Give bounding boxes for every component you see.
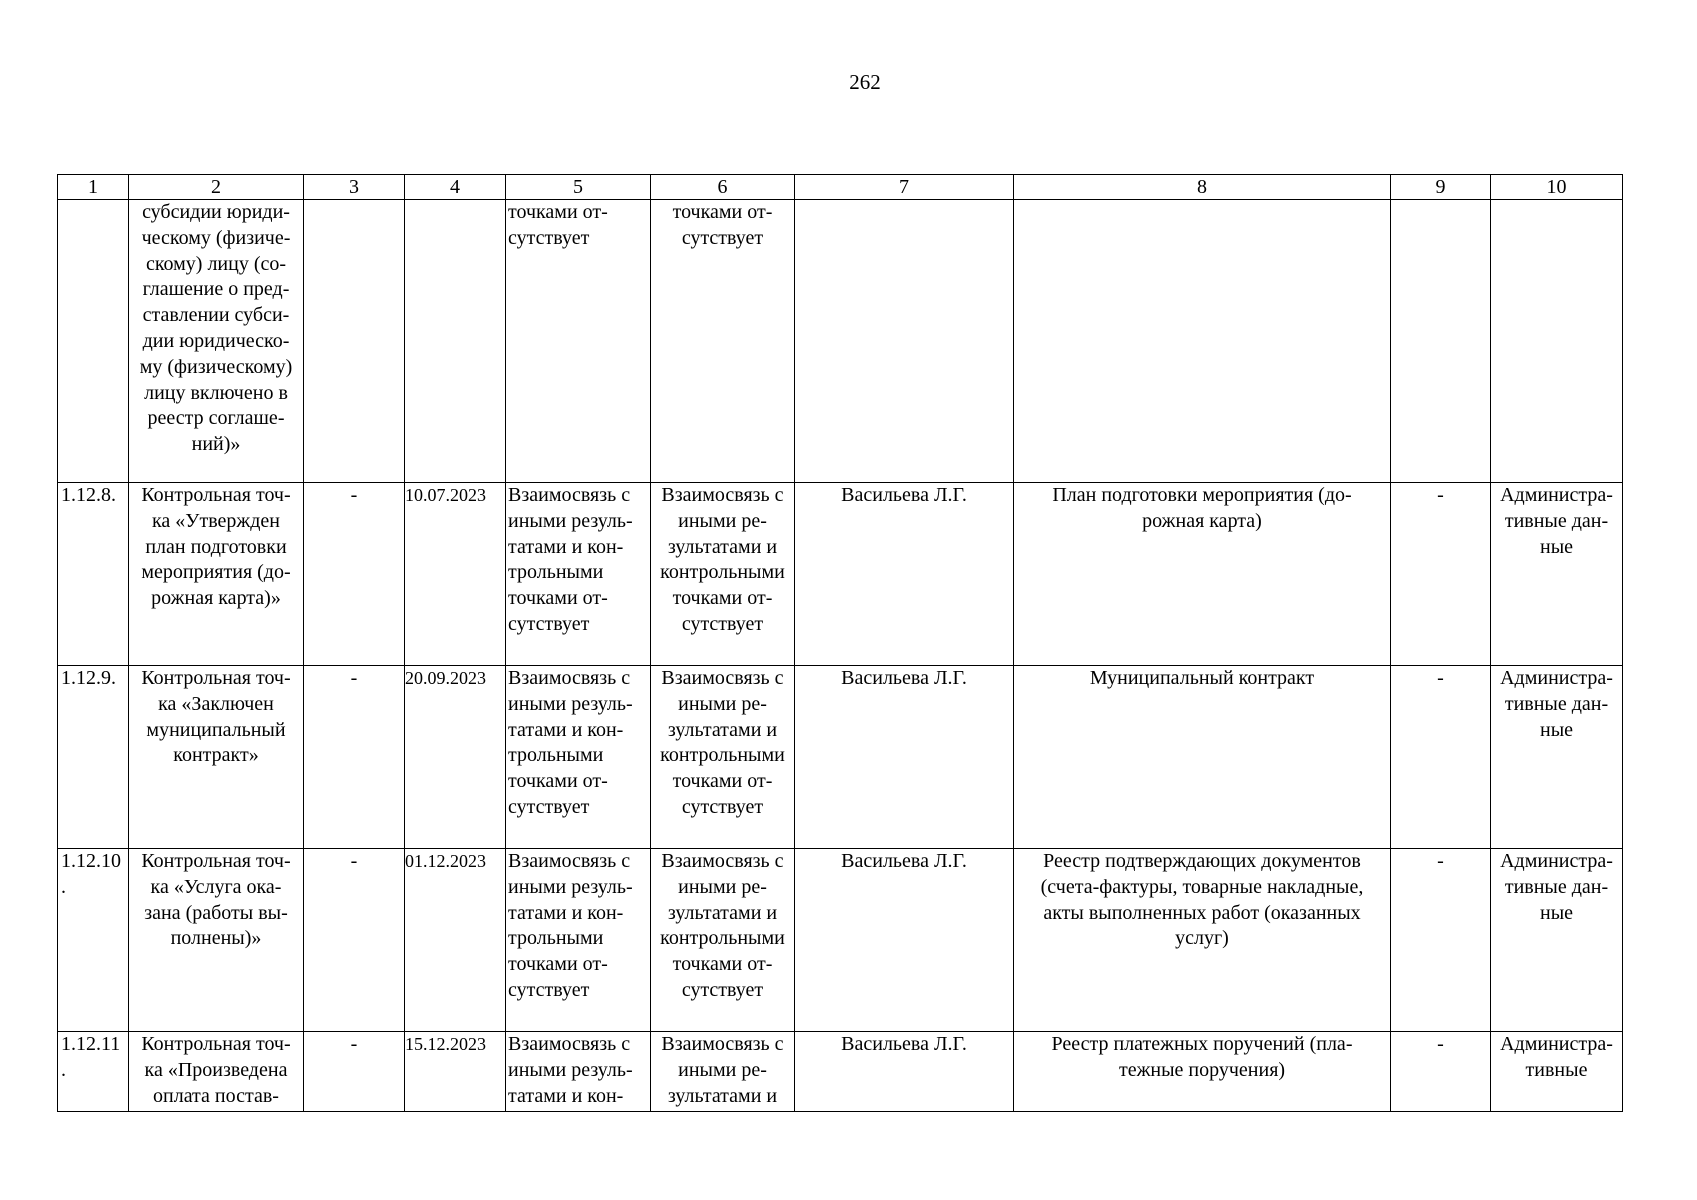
responsible-person-cell: Васильева Л.Г. (795, 1032, 1014, 1112)
header-row (58, 175, 1623, 200)
cell-line: зультатами и (667, 718, 778, 741)
responsible-person-cell: Васильева Л.Г. (795, 483, 1014, 666)
control-point-name-cell (129, 200, 304, 483)
document-cell (1014, 849, 1391, 1032)
column-header: 5 (506, 175, 651, 200)
cell-line: сутствует (681, 226, 764, 249)
cell-line: ные (1539, 718, 1574, 741)
cell-line: контрольными (660, 561, 785, 584)
cell-line: Контрольная точ- (141, 667, 291, 689)
cell-line: ные (1539, 901, 1574, 924)
cell-line: ний)» (191, 433, 241, 456)
column-9-cell (1391, 200, 1491, 483)
relationship-cell (651, 849, 795, 1032)
cell-line: точками от- (508, 201, 608, 223)
page-number: 262 (849, 70, 881, 94)
cell-line: иными ре- (678, 692, 767, 715)
cell-line: трольными (508, 744, 604, 767)
cell-line: сутствует (681, 978, 764, 1001)
cell-line: ка «Утвержден (152, 509, 280, 532)
cell-line: 1.12.10 (61, 850, 121, 872)
data-source-cell (1491, 200, 1623, 483)
cell-line: субсидии юриди- (142, 201, 290, 223)
cell-line: План подготовки мероприятия (до- (1052, 484, 1352, 506)
cell-line: Взаимосвязь с (661, 850, 784, 872)
cell-line: татами и кон- (508, 718, 624, 741)
cell-line: му (физическому) (139, 355, 293, 378)
data-source-cell (1491, 483, 1623, 666)
control-point-name-cell (129, 666, 304, 849)
cell-line: Администра- (1500, 1033, 1613, 1055)
cell-line: Администра- (1500, 484, 1613, 506)
cell-line: Взаимосвязь с (508, 667, 631, 689)
cell-line: Реестр платежных поручений (пла- (1051, 1033, 1353, 1055)
table-row (58, 483, 1623, 666)
column-header: 8 (1014, 175, 1391, 200)
column-header: 10 (1491, 175, 1623, 200)
cell-line: татами и кон- (508, 901, 624, 924)
column-header: 6 (651, 175, 795, 200)
cell-line: Администра- (1500, 667, 1613, 689)
cell-line: иными резуль- (508, 1058, 633, 1081)
responsible-person-cell: Васильева Л.Г. (795, 666, 1014, 849)
cell-line: иными ре- (678, 1058, 767, 1081)
column-3-cell (304, 200, 405, 483)
cell-line: ставлении субси- (142, 304, 290, 327)
cell-line: . (61, 875, 66, 898)
table-row (58, 849, 1623, 1032)
column-9-cell: - (1391, 483, 1491, 666)
row-number-cell (58, 666, 129, 849)
cell-line: Взаимосвязь с (661, 484, 784, 506)
cell-line: ческому (физиче- (141, 226, 291, 249)
cell-line: сутствует (508, 226, 590, 249)
cell-line: трольными (508, 927, 604, 950)
cell-line: иными резуль- (508, 509, 633, 532)
date-cell: 15.12.2023 (405, 1032, 506, 1112)
relationship-cell (506, 1032, 651, 1112)
cell-line: Муниципальный контракт (1089, 667, 1315, 689)
cell-line: сутствует (508, 612, 590, 635)
cell-line: зультатами и (667, 535, 778, 558)
control-point-name-cell (129, 849, 304, 1032)
cell-line: сутствует (681, 612, 764, 635)
column-header: 3 (304, 175, 405, 200)
cell-line: сутствует (681, 795, 764, 818)
column-9-cell: - (1391, 849, 1491, 1032)
column-3-cell: - (304, 1032, 405, 1112)
cell-line: ные (1539, 535, 1574, 558)
row-number-cell (58, 200, 129, 483)
cell-line: ка «Заключен (158, 692, 274, 715)
column-header: 2 (129, 175, 304, 200)
date-cell: 20.09.2023 (405, 666, 506, 849)
control-point-name-cell (129, 483, 304, 666)
cell-line: сутствует (508, 795, 590, 818)
cell-line: контракт» (173, 744, 259, 767)
data-source-cell (1491, 1032, 1623, 1112)
column-3-cell: - (304, 666, 405, 849)
cell-line: Контрольная точ- (141, 850, 291, 872)
cell-line: иными резуль- (508, 875, 633, 898)
cell-line: Взаимосвязь с (508, 484, 631, 506)
cell-line: ка «Произведена (144, 1058, 288, 1081)
cell-line: зана (работы вы- (144, 901, 288, 924)
column-header: 1 (58, 175, 129, 200)
relationship-cell (506, 483, 651, 666)
cell-line: точками от- (508, 953, 608, 976)
cell-line: тежные поручения) (1118, 1058, 1286, 1081)
cell-line: (счета-фактуры, товарные накладные, (1040, 875, 1364, 898)
table-row (58, 1032, 1623, 1112)
cell-line: Администра- (1500, 850, 1613, 872)
column-3-cell: - (304, 483, 405, 666)
table-body (58, 200, 1623, 1112)
cell-line: контрольными (660, 744, 785, 767)
cell-line: точками от- (672, 770, 773, 793)
responsible-person-cell: Васильева Л.Г. (795, 849, 1014, 1032)
cell-line: иными резуль- (508, 692, 633, 715)
cell-line: лицу включено в (144, 381, 288, 404)
table-row (58, 200, 1623, 483)
relationship-cell (651, 483, 795, 666)
cell-line: точками от- (672, 953, 773, 976)
column-9-cell: - (1391, 666, 1491, 849)
column-9-cell: - (1391, 1032, 1491, 1112)
cell-line: точками от- (508, 770, 608, 793)
cell-line: полнены)» (170, 927, 262, 950)
relationship-cell (506, 200, 651, 483)
cell-line: Взаимосвязь с (508, 850, 631, 872)
cell-line: оплата постав- (153, 1084, 279, 1107)
cell-line: тивные дан- (1504, 509, 1609, 532)
data-source-cell (1491, 849, 1623, 1032)
cell-line: глашение о пред- (142, 278, 290, 301)
cell-line: Взаимосвязь с (661, 1033, 784, 1055)
cell-line: 1.12.9. (61, 667, 116, 689)
relationship-cell (651, 200, 795, 483)
document-cell (1014, 666, 1391, 849)
cell-line: акты выполненных работ (оказанных (1043, 901, 1361, 924)
cell-line: рожная карта)» (151, 587, 281, 610)
date-cell (405, 200, 506, 483)
column-header: 4 (405, 175, 506, 200)
cell-line: муниципальный (146, 718, 286, 741)
cell-line: зультатами и (667, 1084, 778, 1107)
table-row (58, 666, 1623, 849)
cell-line: татами и кон- (508, 535, 624, 558)
control-point-name-cell (129, 1032, 304, 1112)
cell-line: Реестр подтверждающих документов (1043, 850, 1361, 872)
document-cell (1014, 200, 1391, 483)
cell-line: мероприятия (до- (141, 561, 291, 584)
cell-line: 1.12.11 (61, 1033, 121, 1055)
cell-line: . (61, 1058, 66, 1081)
cell-line: рожная карта) (1142, 509, 1262, 532)
relationship-cell (506, 849, 651, 1032)
column-header: 9 (1391, 175, 1491, 200)
cell-line: точками от- (672, 587, 773, 610)
column-3-cell: - (304, 849, 405, 1032)
cell-line: тивные дан- (1504, 875, 1609, 898)
cell-line: план подготовки (145, 535, 287, 558)
cell-line: точками от- (672, 201, 773, 223)
cell-line: Контрольная точ- (141, 484, 291, 506)
cell-line: татами и кон- (508, 1084, 624, 1107)
cell-line: контрольными (660, 927, 785, 950)
relationship-cell (651, 666, 795, 849)
document-cell (1014, 1032, 1391, 1112)
cell-line: иными ре- (678, 875, 767, 898)
cell-line: трольными (508, 561, 604, 584)
date-cell: 01.12.2023 (405, 849, 506, 1032)
cell-line: скому) лицу (со- (145, 252, 287, 275)
cell-line: дии юридическо- (142, 329, 290, 352)
cell-line: тивные (1525, 1058, 1588, 1081)
responsible-person-cell (795, 200, 1014, 483)
relationship-cell (506, 666, 651, 849)
row-number-cell (58, 483, 129, 666)
cell-line: точками от- (508, 587, 608, 610)
cell-line: зультатами и (667, 901, 778, 924)
row-number-cell (58, 849, 129, 1032)
cell-line: иными ре- (678, 509, 767, 532)
date-cell: 10.07.2023 (405, 483, 506, 666)
row-number-cell (58, 1032, 129, 1112)
cell-line: тивные дан- (1504, 692, 1609, 715)
cell-line: сутствует (508, 978, 590, 1001)
cell-line: Взаимосвязь с (508, 1033, 631, 1055)
data-source-cell (1491, 666, 1623, 849)
column-header: 7 (795, 175, 1014, 200)
cell-line: 1.12.8. (61, 484, 116, 506)
document-cell (1014, 483, 1391, 666)
control-points-table (57, 174, 1623, 1112)
relationship-cell (651, 1032, 795, 1112)
cell-line: ка «Услуга ока- (150, 875, 282, 898)
cell-line: услуг) (1175, 927, 1229, 950)
cell-line: Контрольная точ- (141, 1033, 291, 1055)
cell-line: реестр соглаше- (147, 407, 285, 430)
cell-line: Взаимосвязь с (661, 667, 784, 689)
